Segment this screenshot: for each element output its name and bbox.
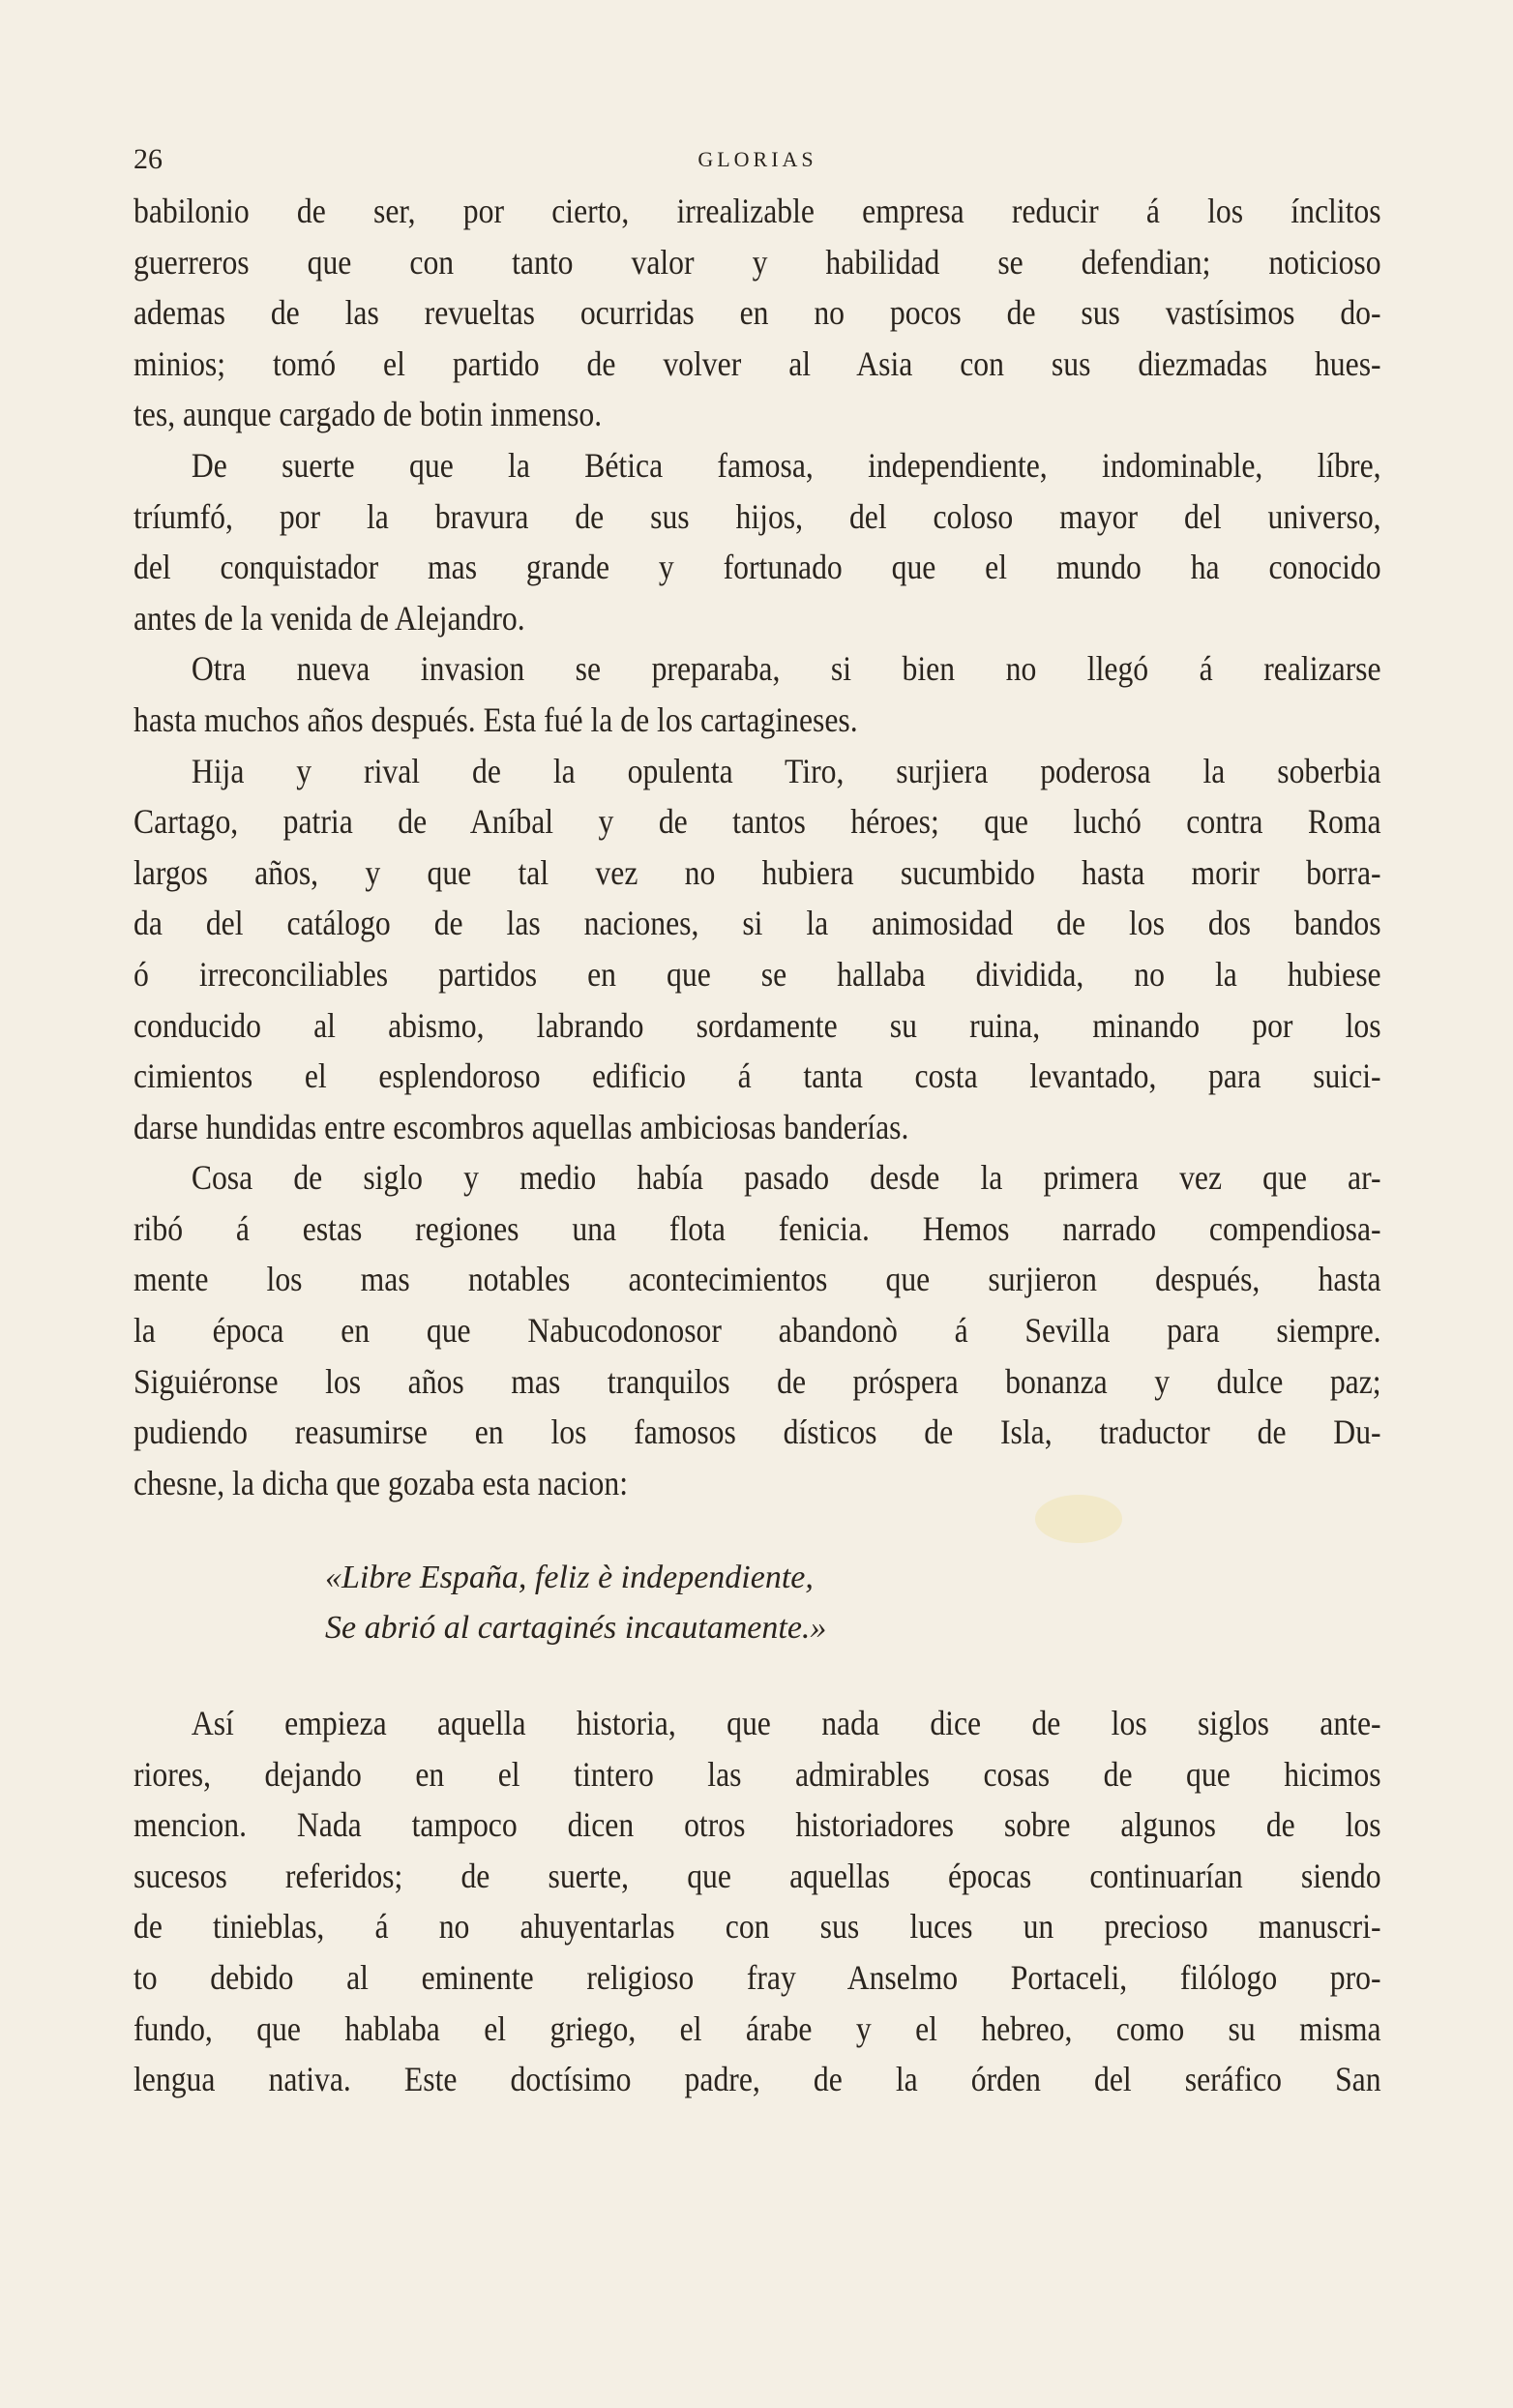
text-line: del conquistador mas grande y fortunado que el mundo ha conocido [134, 548, 1381, 587]
text-line: cimientos el esplendoroso edificio á tanta costa levantado, para suici- [134, 1056, 1381, 1096]
text-line: tes, aunque cargado de botin inmenso. [134, 395, 603, 434]
text-line: la época en que Nabucodonosor abandonò á Sevilla para siempre. [134, 1311, 1381, 1351]
text-line: Cosa de siglo y medio había pasado desde la primera vez que ar- [191, 1158, 1381, 1198]
text-line: mente los mas notables acontecimientos que surjieron después, hasta [134, 1260, 1381, 1299]
text-line: mencion. Nada tampoco dicen otros historiadores sobre algunos de los [134, 1805, 1381, 1845]
text-line: to debido al eminente religioso fray Anselmo Portaceli, filólogo pro- [134, 1957, 1381, 1997]
text-line: Otra nueva invasion se preparaba, si bien no llegó á realizarse [191, 649, 1381, 689]
text-line: Hija y rival de la opulenta Tiro, surjiera poderosa la soberbia [191, 751, 1381, 790]
text-line: darse hundidas entre escombros aquellas ambiciosas banderías. [134, 1107, 909, 1146]
text-line: da del catálogo de las naciones, si la animosidad de los dos bandos [134, 904, 1381, 943]
text-line: riores, dejando en el tintero las admirables cosas de que hicimos [134, 1754, 1381, 1794]
text-line: fundo, que hablaba el griego, el árabe y el hebreo, como su misma [134, 2008, 1381, 2048]
text-line: ademas de las revueltas ocurridas en no pocos de sus vastísimos do- [134, 293, 1381, 333]
text-line: babilonio de ser, por cierto, irrealizable empresa reducir á los ínclitos [134, 192, 1381, 230]
body-text-upper [134, 186, 1381, 1508]
text-line: ribó á estas regiones una flota fenicia. Hemos narrado compendiosa- [134, 1208, 1381, 1248]
text-line: chesne, la dicha que gozaba esta nacion: [134, 1463, 629, 1502]
text-line: Siguiéronse los años mas tranquilos de próspera bonanza y dulce paz; [134, 1361, 1381, 1401]
text-line: antes de la venida de Alejandro. [134, 598, 525, 638]
page-number: 26 [134, 143, 163, 175]
text-line: lengua nativa. Este doctísimo padre, de la órden del seráfico San [134, 2060, 1381, 2099]
text-line: pudiendo reasumirse en los famosos dísticos de Isla, traductor de Du- [134, 1412, 1381, 1452]
text-line: hasta muchos años después. Esta fué la de los cartagineses. [134, 699, 858, 739]
text-line: largos años, y que tal vez no hubiera sucumbido hasta morir borra- [134, 852, 1381, 892]
text-line: tríumfó, por la bravura de sus hijos, del coloso mayor del universo, [134, 496, 1381, 536]
text-line: guerreros que con tanto valor y habilidad se defendian; noticioso [134, 242, 1381, 282]
verse-line: «Libre España, feliz è independiente, [325, 1560, 814, 1595]
verse-line: Se abrió al cartaginés incautamente.» [325, 1610, 827, 1646]
text-line: de tinieblas, á no ahuyentarlas con sus luces un precioso manuscri- [134, 1907, 1381, 1947]
text-line: conducido al abismo, labrando sordamente su ruina, minando por los [134, 1005, 1381, 1045]
body-text-lower [134, 1698, 1381, 2105]
paper-stain [1035, 1495, 1122, 1543]
text-line: Así empieza aquella historia, que nada dice de los siglos ante- [191, 1704, 1381, 1742]
text-line: Cartago, patria de Aníbal y de tantos héroes; que luchó contra Roma [134, 802, 1381, 842]
page-header [134, 143, 1381, 182]
running-head: GLORIAS [697, 147, 817, 171]
text-line: De suerte que la Bética famosa, independiente, indominable, líbre, [191, 445, 1381, 485]
text-line: minios; tomó el partido de volver al Asia con sus diezmadas hues- [134, 343, 1381, 383]
text-line: sucesos referidos; de suerte, que aquellas épocas continuarían siendo [134, 1856, 1381, 1895]
text-line: ó irreconciliables partidos en que se hallaba dividida, no la hubiese [134, 954, 1381, 994]
